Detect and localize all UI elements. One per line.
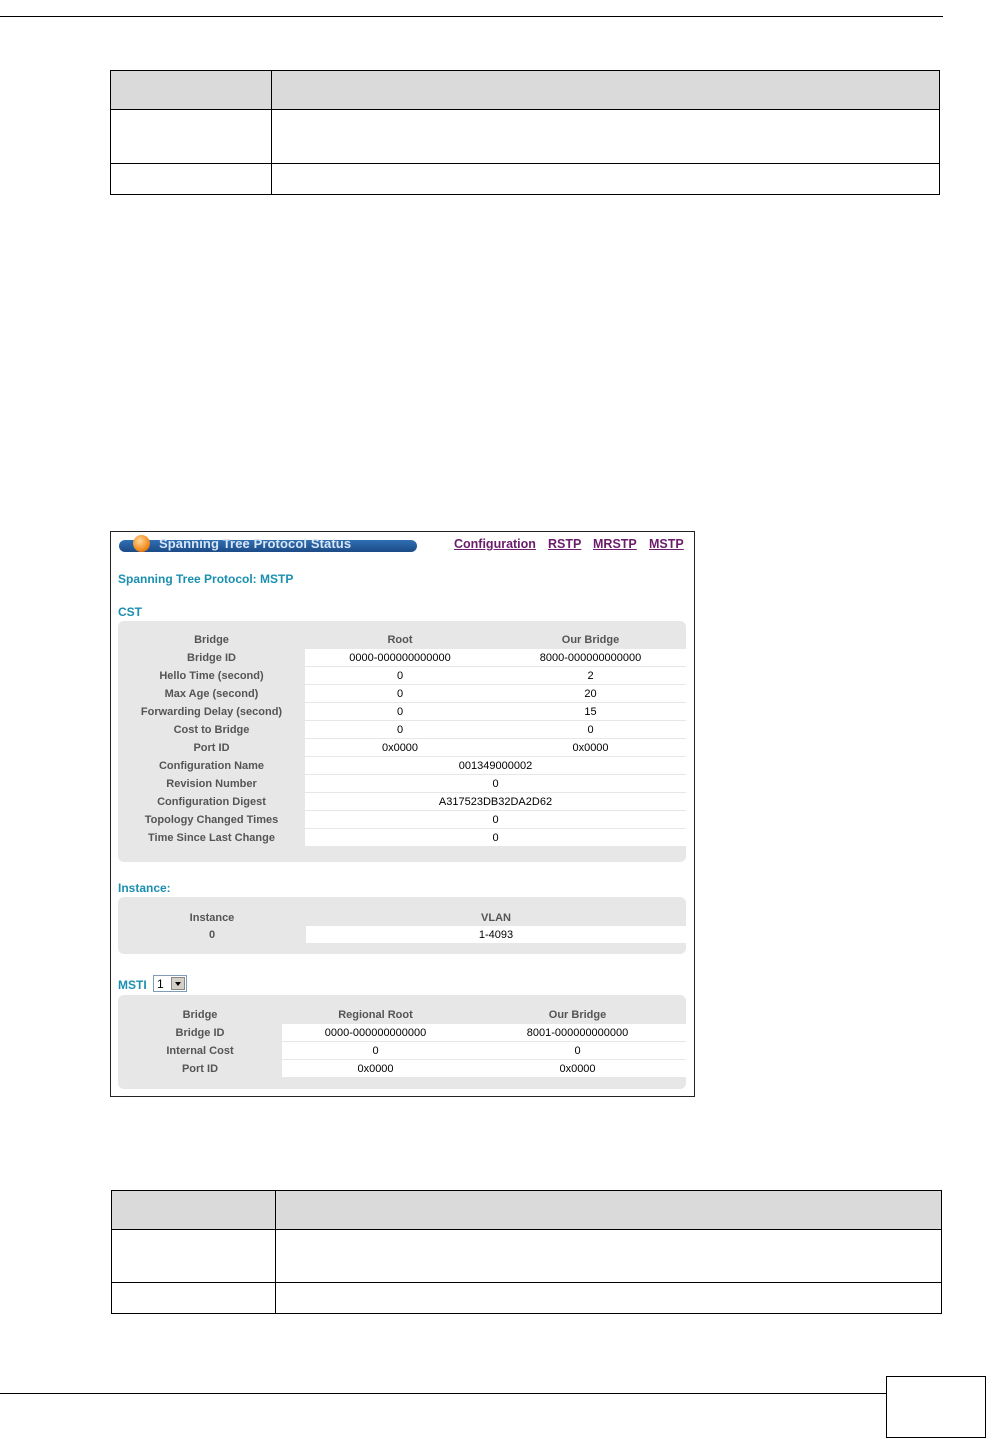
page-number-box bbox=[886, 1376, 986, 1438]
our-value: 2 bbox=[495, 667, 686, 684]
stp-status-screenshot bbox=[110, 531, 695, 1097]
our-value: 20 bbox=[495, 685, 686, 702]
instance-table bbox=[118, 897, 686, 954]
page-title: Spanning Tree Protocol Status bbox=[159, 536, 352, 551]
table-row bbox=[118, 793, 686, 812]
row-value: A317523DB32DA2D62 bbox=[305, 793, 686, 810]
header-rule bbox=[0, 16, 943, 17]
root-value: 0000-000000000000 bbox=[282, 1024, 469, 1041]
root-value: 0 bbox=[305, 721, 495, 738]
row-label: Bridge ID bbox=[118, 1024, 282, 1041]
table-row bbox=[118, 829, 686, 847]
table-row bbox=[118, 775, 686, 794]
root-value: 0 bbox=[305, 667, 495, 684]
configuration-link[interactable]: Configuration bbox=[454, 537, 536, 551]
cst-table bbox=[118, 621, 686, 862]
bottom-table-cell bbox=[276, 1230, 942, 1283]
row-label: Revision Number bbox=[118, 775, 305, 792]
row-label: Port ID bbox=[118, 739, 305, 756]
protocol-label: Spanning Tree Protocol: MSTP bbox=[118, 572, 294, 586]
row-label: Configuration Digest bbox=[118, 793, 305, 810]
root-value: 0 bbox=[305, 703, 495, 720]
our-value: 15 bbox=[495, 703, 686, 720]
msti-header-row bbox=[118, 1006, 686, 1024]
row-label: Forwarding Delay (second) bbox=[118, 703, 305, 720]
bottom-table-header-label bbox=[112, 1191, 276, 1230]
row-label: Cost to Bridge bbox=[118, 721, 305, 738]
top-table-cell bbox=[272, 110, 940, 164]
msti-table bbox=[118, 995, 686, 1089]
our-value: 0 bbox=[469, 1042, 686, 1059]
our-value: 0 bbox=[495, 721, 686, 738]
bottom-table-cell bbox=[112, 1283, 276, 1314]
msti-select[interactable] bbox=[153, 975, 187, 992]
chevron-down-icon bbox=[175, 982, 181, 986]
col-root: Root bbox=[387, 634, 413, 646]
row-label: Port ID bbox=[118, 1060, 282, 1077]
top-table-header-label bbox=[111, 71, 272, 110]
bottom-table-cell bbox=[276, 1283, 942, 1314]
table-row bbox=[118, 757, 686, 776]
instance-label: Instance: bbox=[118, 881, 171, 895]
table-row bbox=[118, 926, 686, 944]
table-row bbox=[118, 703, 686, 722]
top-table-cell bbox=[111, 164, 272, 195]
root-value: 0000-000000000000 bbox=[305, 649, 495, 666]
row-label: Bridge ID bbox=[118, 649, 305, 666]
top-table-cell bbox=[111, 110, 272, 164]
table-row bbox=[118, 721, 686, 740]
row-value: 0 bbox=[305, 811, 686, 828]
row-label: Max Age (second) bbox=[118, 685, 305, 702]
bottom-table-cell bbox=[112, 1230, 276, 1283]
row-label: Hello Time (second) bbox=[118, 667, 305, 684]
table-row bbox=[118, 811, 686, 830]
col-bridge: Bridge bbox=[194, 634, 229, 646]
table-row bbox=[118, 1042, 686, 1061]
top-table-header-description bbox=[272, 71, 940, 110]
col-regional-root: Regional Root bbox=[338, 1009, 413, 1021]
mrstp-link[interactable]: MRSTP bbox=[593, 537, 637, 551]
vlan-value: 1-4093 bbox=[306, 926, 686, 943]
msti-label: MSTI bbox=[118, 978, 147, 992]
root-value: 0x0000 bbox=[282, 1060, 469, 1077]
row-value: 001349000002 bbox=[305, 757, 686, 774]
row-value: 0 bbox=[305, 829, 686, 846]
mstp-link[interactable]: MSTP bbox=[649, 537, 684, 551]
col-instance: Instance bbox=[189, 912, 235, 924]
rstp-link[interactable]: RSTP bbox=[548, 537, 582, 551]
root-value: 0x0000 bbox=[305, 739, 495, 756]
cst-header-row bbox=[118, 631, 686, 649]
top-table bbox=[110, 70, 940, 195]
row-label: Topology Changed Times bbox=[118, 811, 305, 828]
root-value: 0 bbox=[282, 1042, 469, 1059]
table-row bbox=[118, 1024, 686, 1043]
row-label: Configuration Name bbox=[118, 757, 305, 774]
table-row bbox=[118, 685, 686, 704]
our-value: 0x0000 bbox=[495, 739, 686, 756]
table-row bbox=[118, 649, 686, 668]
instance-value: 0 bbox=[118, 926, 306, 943]
col-bridge: Bridge bbox=[182, 1009, 218, 1021]
top-table-cell bbox=[272, 164, 940, 195]
row-label: Time Since Last Change bbox=[118, 829, 305, 846]
row-value: 0 bbox=[305, 775, 686, 792]
instance-header-row bbox=[118, 909, 686, 927]
bottom-table-header-description bbox=[276, 1191, 942, 1230]
our-value: 8000-000000000000 bbox=[495, 649, 686, 666]
orb-icon bbox=[133, 535, 150, 552]
table-row bbox=[118, 667, 686, 686]
col-vlan: VLAN bbox=[481, 912, 511, 924]
cst-label: CST bbox=[118, 605, 142, 619]
our-value: 0x0000 bbox=[469, 1060, 686, 1077]
dropdown-button[interactable] bbox=[171, 977, 185, 990]
col-our-bridge: Our Bridge bbox=[548, 1009, 607, 1021]
table-row bbox=[118, 739, 686, 758]
table-row bbox=[118, 1060, 686, 1078]
col-our-bridge: Our Bridge bbox=[561, 634, 620, 646]
row-label: Internal Cost bbox=[118, 1042, 282, 1059]
bottom-table bbox=[111, 1190, 942, 1314]
msti-selected-value: 1 bbox=[157, 977, 164, 991]
root-value: 0 bbox=[305, 685, 495, 702]
footer-rule bbox=[0, 1393, 886, 1394]
our-value: 8001-000000000000 bbox=[469, 1024, 686, 1041]
